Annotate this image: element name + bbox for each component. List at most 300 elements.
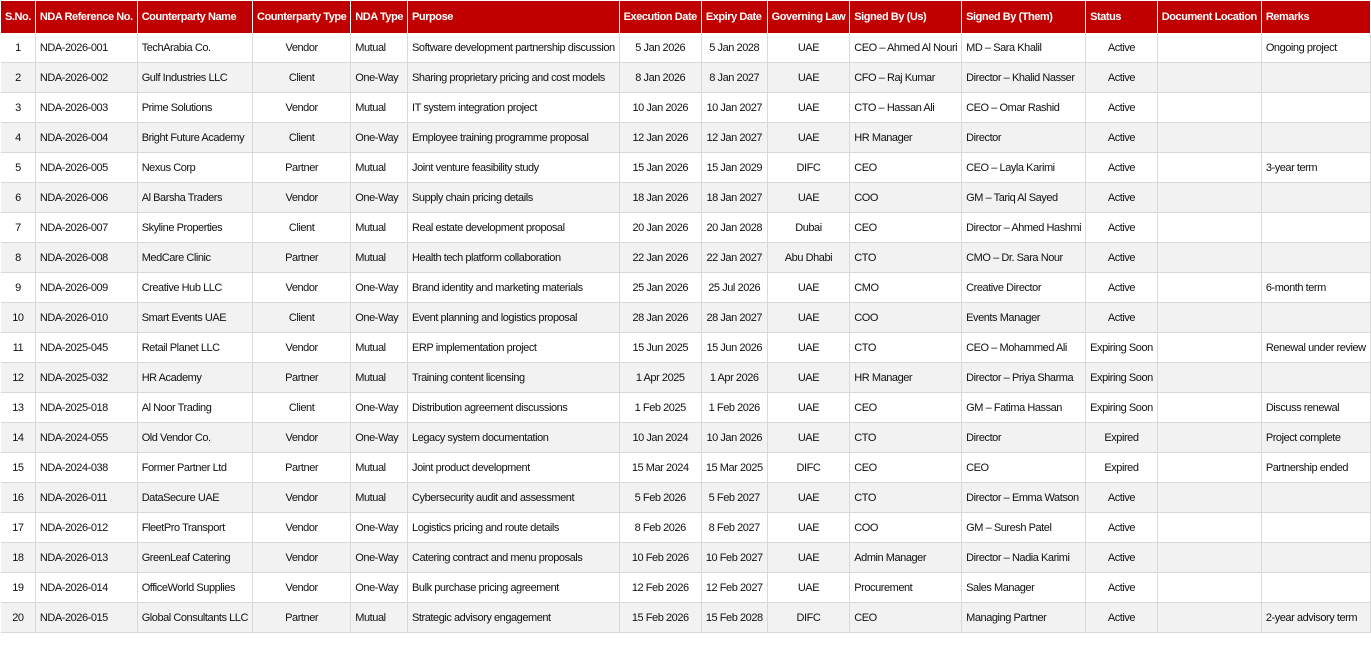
cell-nda-type[interactable]: One-Way bbox=[351, 273, 408, 303]
cell-signed-by-us[interactable]: Admin Manager bbox=[850, 543, 962, 573]
cell-counterparty-type[interactable]: Vendor bbox=[252, 183, 350, 213]
cell-expiry-date[interactable]: 20 Jan 2028 bbox=[701, 213, 767, 243]
cell-remarks[interactable] bbox=[1261, 573, 1370, 603]
cell-expiry-date[interactable]: 5 Jan 2028 bbox=[701, 33, 767, 63]
cell-remarks[interactable]: Partnership ended bbox=[1261, 453, 1370, 483]
cell-purpose[interactable]: Strategic advisory engagement bbox=[408, 603, 620, 633]
cell-signed-by-them[interactable]: GM – Suresh Patel bbox=[962, 513, 1086, 543]
cell-expiry-date[interactable]: 10 Jan 2026 bbox=[701, 423, 767, 453]
cell-sno[interactable]: 10 bbox=[1, 303, 35, 333]
cell-signed-by-us[interactable]: CEO bbox=[850, 603, 962, 633]
cell-document-location[interactable] bbox=[1157, 393, 1261, 423]
cell-purpose[interactable]: Distribution agreement discussions bbox=[408, 393, 620, 423]
cell-status[interactable]: Active bbox=[1086, 483, 1158, 513]
cell-sno[interactable]: 17 bbox=[1, 513, 35, 543]
cell-governing-law[interactable]: UAE bbox=[767, 543, 850, 573]
cell-governing-law[interactable]: UAE bbox=[767, 333, 850, 363]
cell-nda-type[interactable]: One-Way bbox=[351, 123, 408, 153]
cell-counterparty-name[interactable]: Old Vendor Co. bbox=[137, 423, 252, 453]
cell-governing-law[interactable]: DIFC bbox=[767, 603, 850, 633]
cell-nda-reference[interactable]: NDA-2026-004 bbox=[35, 123, 137, 153]
cell-counterparty-name[interactable]: Skyline Properties bbox=[137, 213, 252, 243]
cell-document-location[interactable] bbox=[1157, 213, 1261, 243]
cell-document-location[interactable] bbox=[1157, 33, 1261, 63]
cell-purpose[interactable]: Joint product development bbox=[408, 453, 620, 483]
cell-signed-by-us[interactable]: CTO – Hassan Ali bbox=[850, 93, 962, 123]
cell-sno[interactable]: 14 bbox=[1, 423, 35, 453]
cell-status[interactable]: Expiring Soon bbox=[1086, 333, 1158, 363]
cell-status[interactable]: Active bbox=[1086, 63, 1158, 93]
cell-signed-by-them[interactable]: Director – Emma Watson bbox=[962, 483, 1086, 513]
cell-execution-date[interactable]: 28 Jan 2026 bbox=[619, 303, 701, 333]
cell-purpose[interactable]: Employee training programme proposal bbox=[408, 123, 620, 153]
cell-execution-date[interactable]: 10 Jan 2024 bbox=[619, 423, 701, 453]
cell-status[interactable]: Active bbox=[1086, 123, 1158, 153]
cell-counterparty-type[interactable]: Vendor bbox=[252, 513, 350, 543]
cell-execution-date[interactable]: 8 Jan 2026 bbox=[619, 63, 701, 93]
cell-counterparty-type[interactable]: Vendor bbox=[252, 543, 350, 573]
cell-signed-by-them[interactable]: CMO – Dr. Sara Nour bbox=[962, 243, 1086, 273]
cell-nda-reference[interactable]: NDA-2026-005 bbox=[35, 153, 137, 183]
cell-execution-date[interactable]: 15 Jun 2025 bbox=[619, 333, 701, 363]
cell-remarks[interactable] bbox=[1261, 303, 1370, 333]
cell-counterparty-type[interactable]: Partner bbox=[252, 243, 350, 273]
cell-governing-law[interactable]: UAE bbox=[767, 123, 850, 153]
cell-purpose[interactable]: Real estate development proposal bbox=[408, 213, 620, 243]
cell-remarks[interactable] bbox=[1261, 123, 1370, 153]
cell-signed-by-them[interactable]: Sales Manager bbox=[962, 573, 1086, 603]
cell-counterparty-type[interactable]: Vendor bbox=[252, 483, 350, 513]
cell-governing-law[interactable]: DIFC bbox=[767, 453, 850, 483]
cell-signed-by-us[interactable]: CEO bbox=[850, 153, 962, 183]
cell-counterparty-name[interactable]: Smart Events UAE bbox=[137, 303, 252, 333]
cell-nda-type[interactable]: Mutual bbox=[351, 93, 408, 123]
cell-document-location[interactable] bbox=[1157, 543, 1261, 573]
cell-signed-by-us[interactable]: COO bbox=[850, 183, 962, 213]
cell-document-location[interactable] bbox=[1157, 273, 1261, 303]
cell-governing-law[interactable]: UAE bbox=[767, 573, 850, 603]
cell-remarks[interactable] bbox=[1261, 483, 1370, 513]
cell-execution-date[interactable]: 15 Feb 2026 bbox=[619, 603, 701, 633]
cell-counterparty-type[interactable]: Partner bbox=[252, 153, 350, 183]
cell-sno[interactable]: 7 bbox=[1, 213, 35, 243]
cell-counterparty-type[interactable]: Client bbox=[252, 393, 350, 423]
cell-execution-date[interactable]: 12 Jan 2026 bbox=[619, 123, 701, 153]
cell-signed-by-them[interactable]: Managing Partner bbox=[962, 603, 1086, 633]
cell-document-location[interactable] bbox=[1157, 183, 1261, 213]
cell-signed-by-us[interactable]: HR Manager bbox=[850, 363, 962, 393]
cell-expiry-date[interactable]: 1 Apr 2026 bbox=[701, 363, 767, 393]
cell-expiry-date[interactable]: 1 Feb 2026 bbox=[701, 393, 767, 423]
cell-signed-by-us[interactable]: CTO bbox=[850, 423, 962, 453]
table-row bbox=[1, 483, 1370, 513]
cell-counterparty-type[interactable]: Partner bbox=[252, 603, 350, 633]
cell-governing-law[interactable]: UAE bbox=[767, 303, 850, 333]
cell-nda-reference[interactable]: NDA-2026-008 bbox=[35, 243, 137, 273]
cell-purpose[interactable]: Supply chain pricing details bbox=[408, 183, 620, 213]
cell-nda-reference[interactable]: NDA-2025-018 bbox=[35, 393, 137, 423]
cell-expiry-date[interactable]: 18 Jan 2027 bbox=[701, 183, 767, 213]
cell-expiry-date[interactable]: 8 Feb 2027 bbox=[701, 513, 767, 543]
cell-nda-reference[interactable]: NDA-2026-003 bbox=[35, 93, 137, 123]
cell-purpose[interactable]: Cybersecurity audit and assessment bbox=[408, 483, 620, 513]
cell-execution-date[interactable]: 10 Jan 2026 bbox=[619, 93, 701, 123]
cell-remarks[interactable]: Ongoing project bbox=[1261, 33, 1370, 63]
cell-purpose[interactable]: Legacy system documentation bbox=[408, 423, 620, 453]
header-nda-type[interactable]: NDA Type bbox=[351, 1, 408, 33]
cell-signed-by-them[interactable]: Creative Director bbox=[962, 273, 1086, 303]
cell-remarks[interactable] bbox=[1261, 183, 1370, 213]
cell-signed-by-us[interactable]: CMO bbox=[850, 273, 962, 303]
cell-nda-type[interactable]: One-Way bbox=[351, 543, 408, 573]
cell-nda-reference[interactable]: NDA-2026-012 bbox=[35, 513, 137, 543]
cell-expiry-date[interactable]: 25 Jul 2026 bbox=[701, 273, 767, 303]
cell-expiry-date[interactable]: 15 Feb 2028 bbox=[701, 603, 767, 633]
cell-signed-by-them[interactable]: MD – Sara Khalil bbox=[962, 33, 1086, 63]
cell-signed-by-us[interactable]: CEO – Ahmed Al Nouri bbox=[850, 33, 962, 63]
cell-remarks[interactable] bbox=[1261, 543, 1370, 573]
cell-nda-reference[interactable]: NDA-2026-001 bbox=[35, 33, 137, 63]
cell-signed-by-them[interactable]: Director – Khalid Nasser bbox=[962, 63, 1086, 93]
table-row bbox=[1, 513, 1370, 543]
cell-governing-law[interactable]: UAE bbox=[767, 93, 850, 123]
cell-nda-reference[interactable]: NDA-2026-002 bbox=[35, 63, 137, 93]
cell-signed-by-us[interactable]: COO bbox=[850, 513, 962, 543]
cell-remarks[interactable]: 2-year advisory term bbox=[1261, 603, 1370, 633]
cell-signed-by-them[interactable]: CEO – Mohammed Ali bbox=[962, 333, 1086, 363]
cell-expiry-date[interactable]: 28 Jan 2027 bbox=[701, 303, 767, 333]
cell-remarks[interactable]: Discuss renewal bbox=[1261, 393, 1370, 423]
cell-status[interactable]: Active bbox=[1086, 153, 1158, 183]
cell-signed-by-them[interactable]: Events Manager bbox=[962, 303, 1086, 333]
cell-counterparty-type[interactable]: Vendor bbox=[252, 423, 350, 453]
cell-document-location[interactable] bbox=[1157, 453, 1261, 483]
cell-expiry-date[interactable]: 10 Jan 2027 bbox=[701, 93, 767, 123]
cell-document-location[interactable] bbox=[1157, 513, 1261, 543]
cell-counterparty-type[interactable]: Vendor bbox=[252, 333, 350, 363]
cell-sno[interactable]: 8 bbox=[1, 243, 35, 273]
cell-governing-law[interactable]: UAE bbox=[767, 63, 850, 93]
cell-counterparty-name[interactable]: Prime Solutions bbox=[137, 93, 252, 123]
cell-status[interactable]: Active bbox=[1086, 243, 1158, 273]
cell-status[interactable]: Active bbox=[1086, 603, 1158, 633]
cell-status[interactable]: Active bbox=[1086, 183, 1158, 213]
cell-sno[interactable]: 1 bbox=[1, 33, 35, 63]
cell-purpose[interactable]: Brand identity and marketing materials bbox=[408, 273, 620, 303]
cell-purpose[interactable]: Health tech platform collaboration bbox=[408, 243, 620, 273]
cell-sno[interactable]: 2 bbox=[1, 63, 35, 93]
cell-sno[interactable]: 20 bbox=[1, 603, 35, 633]
cell-counterparty-name[interactable]: Nexus Corp bbox=[137, 153, 252, 183]
cell-sno[interactable]: 15 bbox=[1, 453, 35, 483]
cell-signed-by-them[interactable]: CEO – Omar Rashid bbox=[962, 93, 1086, 123]
cell-nda-reference[interactable]: NDA-2026-015 bbox=[35, 603, 137, 633]
cell-remarks[interactable] bbox=[1261, 63, 1370, 93]
cell-counterparty-name[interactable]: HR Academy bbox=[137, 363, 252, 393]
cell-nda-type[interactable]: Mutual bbox=[351, 453, 408, 483]
cell-nda-type[interactable]: Mutual bbox=[351, 483, 408, 513]
cell-sno[interactable]: 11 bbox=[1, 333, 35, 363]
cell-signed-by-them[interactable]: Director bbox=[962, 123, 1086, 153]
cell-remarks[interactable]: 3-year term bbox=[1261, 153, 1370, 183]
cell-execution-date[interactable]: 12 Feb 2026 bbox=[619, 573, 701, 603]
cell-counterparty-name[interactable]: Bright Future Academy bbox=[137, 123, 252, 153]
cell-document-location[interactable] bbox=[1157, 423, 1261, 453]
cell-nda-reference[interactable]: NDA-2024-055 bbox=[35, 423, 137, 453]
table-row bbox=[1, 333, 1370, 363]
cell-execution-date[interactable]: 25 Jan 2026 bbox=[619, 273, 701, 303]
cell-counterparty-name[interactable]: Al Noor Trading bbox=[137, 393, 252, 423]
cell-nda-type[interactable]: One-Way bbox=[351, 513, 408, 543]
cell-counterparty-name[interactable]: Creative Hub LLC bbox=[137, 273, 252, 303]
cell-signed-by-us[interactable]: CFO – Raj Kumar bbox=[850, 63, 962, 93]
cell-expiry-date[interactable]: 5 Feb 2027 bbox=[701, 483, 767, 513]
cell-signed-by-them[interactable]: GM – Fatima Hassan bbox=[962, 393, 1086, 423]
cell-expiry-date[interactable]: 12 Jan 2027 bbox=[701, 123, 767, 153]
cell-counterparty-name[interactable]: FleetPro Transport bbox=[137, 513, 252, 543]
cell-expiry-date[interactable]: 12 Feb 2027 bbox=[701, 573, 767, 603]
cell-governing-law[interactable]: UAE bbox=[767, 33, 850, 63]
cell-expiry-date[interactable]: 8 Jan 2027 bbox=[701, 63, 767, 93]
cell-governing-law[interactable]: DIFC bbox=[767, 153, 850, 183]
cell-counterparty-name[interactable]: DataSecure UAE bbox=[137, 483, 252, 513]
cell-counterparty-type[interactable]: Client bbox=[252, 213, 350, 243]
cell-purpose[interactable]: Sharing proprietary pricing and cost models bbox=[408, 63, 620, 93]
table-row bbox=[1, 393, 1370, 423]
cell-nda-reference[interactable]: NDA-2026-011 bbox=[35, 483, 137, 513]
cell-status[interactable]: Expiring Soon bbox=[1086, 393, 1158, 423]
cell-execution-date[interactable]: 1 Apr 2025 bbox=[619, 363, 701, 393]
header-status[interactable]: Status bbox=[1086, 1, 1158, 33]
cell-governing-law[interactable]: UAE bbox=[767, 483, 850, 513]
header-expiry-date[interactable]: Expiry Date bbox=[701, 1, 767, 33]
cell-sno[interactable]: 18 bbox=[1, 543, 35, 573]
cell-signed-by-them[interactable]: CEO – Layla Karimi bbox=[962, 153, 1086, 183]
cell-governing-law[interactable]: UAE bbox=[767, 393, 850, 423]
cell-execution-date[interactable]: 5 Jan 2026 bbox=[619, 33, 701, 63]
cell-sno[interactable]: 5 bbox=[1, 153, 35, 183]
cell-document-location[interactable] bbox=[1157, 303, 1261, 333]
cell-document-location[interactable] bbox=[1157, 603, 1261, 633]
cell-counterparty-type[interactable]: Client bbox=[252, 303, 350, 333]
cell-nda-type[interactable]: Mutual bbox=[351, 153, 408, 183]
cell-sno[interactable]: 9 bbox=[1, 273, 35, 303]
cell-remarks[interactable]: 6-month term bbox=[1261, 273, 1370, 303]
cell-sno[interactable]: 6 bbox=[1, 183, 35, 213]
cell-purpose[interactable]: Joint venture feasibility study bbox=[408, 153, 620, 183]
cell-nda-type[interactable]: Mutual bbox=[351, 333, 408, 363]
header-counterparty-type[interactable]: Counterparty Type bbox=[252, 1, 350, 33]
cell-status[interactable]: Active bbox=[1086, 573, 1158, 603]
cell-execution-date[interactable]: 20 Jan 2026 bbox=[619, 213, 701, 243]
cell-counterparty-type[interactable]: Partner bbox=[252, 363, 350, 393]
cell-nda-type[interactable]: One-Way bbox=[351, 573, 408, 603]
cell-expiry-date[interactable]: 15 Jun 2026 bbox=[701, 333, 767, 363]
cell-counterparty-name[interactable]: TechArabia Co. bbox=[137, 33, 252, 63]
header-purpose[interactable]: Purpose bbox=[408, 1, 620, 33]
cell-status[interactable]: Active bbox=[1086, 543, 1158, 573]
cell-status[interactable]: Active bbox=[1086, 93, 1158, 123]
cell-execution-date[interactable]: 15 Mar 2024 bbox=[619, 453, 701, 483]
cell-sno[interactable]: 16 bbox=[1, 483, 35, 513]
header-sno[interactable]: S.No. bbox=[1, 1, 35, 33]
cell-sno[interactable]: 4 bbox=[1, 123, 35, 153]
cell-counterparty-name[interactable]: Retail Planet LLC bbox=[137, 333, 252, 363]
cell-nda-type[interactable]: Mutual bbox=[351, 603, 408, 633]
cell-execution-date[interactable]: 8 Feb 2026 bbox=[619, 513, 701, 543]
cell-nda-reference[interactable]: NDA-2025-045 bbox=[35, 333, 137, 363]
cell-counterparty-type[interactable]: Vendor bbox=[252, 93, 350, 123]
cell-purpose[interactable]: Catering contract and menu proposals bbox=[408, 543, 620, 573]
cell-status[interactable]: Active bbox=[1086, 303, 1158, 333]
cell-document-location[interactable] bbox=[1157, 333, 1261, 363]
cell-governing-law[interactable]: Dubai bbox=[767, 213, 850, 243]
cell-nda-reference[interactable]: NDA-2025-032 bbox=[35, 363, 137, 393]
cell-nda-reference[interactable]: NDA-2026-010 bbox=[35, 303, 137, 333]
cell-status[interactable]: Expired bbox=[1086, 423, 1158, 453]
cell-expiry-date[interactable]: 10 Feb 2027 bbox=[701, 543, 767, 573]
cell-counterparty-name[interactable]: Former Partner Ltd bbox=[137, 453, 252, 483]
table-row bbox=[1, 603, 1370, 633]
cell-signed-by-us[interactable]: CEO bbox=[850, 453, 962, 483]
cell-counterparty-type[interactable]: Client bbox=[252, 63, 350, 93]
cell-counterparty-name[interactable]: GreenLeaf Catering bbox=[137, 543, 252, 573]
cell-status[interactable]: Active bbox=[1086, 513, 1158, 543]
cell-nda-reference[interactable]: NDA-2024-038 bbox=[35, 453, 137, 483]
cell-nda-reference[interactable]: NDA-2026-009 bbox=[35, 273, 137, 303]
cell-nda-type[interactable]: One-Way bbox=[351, 393, 408, 423]
cell-governing-law[interactable]: UAE bbox=[767, 423, 850, 453]
header-nda-reference[interactable]: NDA Reference No. bbox=[35, 1, 137, 33]
cell-purpose[interactable]: Software development partnership discussion bbox=[408, 33, 620, 63]
cell-nda-reference[interactable]: NDA-2026-013 bbox=[35, 543, 137, 573]
cell-execution-date[interactable]: 5 Feb 2026 bbox=[619, 483, 701, 513]
cell-status[interactable]: Active bbox=[1086, 213, 1158, 243]
cell-execution-date[interactable]: 22 Jan 2026 bbox=[619, 243, 701, 273]
cell-signed-by-them[interactable]: GM – Tariq Al Sayed bbox=[962, 183, 1086, 213]
cell-sno[interactable]: 12 bbox=[1, 363, 35, 393]
cell-execution-date[interactable]: 15 Jan 2026 bbox=[619, 153, 701, 183]
cell-remarks[interactable] bbox=[1261, 93, 1370, 123]
cell-document-location[interactable] bbox=[1157, 483, 1261, 513]
cell-status[interactable]: Expired bbox=[1086, 453, 1158, 483]
cell-governing-law[interactable]: UAE bbox=[767, 363, 850, 393]
cell-status[interactable]: Active bbox=[1086, 273, 1158, 303]
cell-remarks[interactable] bbox=[1261, 243, 1370, 273]
cell-counterparty-name[interactable]: Global Consultants LLC bbox=[137, 603, 252, 633]
header-governing-law[interactable]: Governing Law bbox=[767, 1, 850, 33]
cell-signed-by-them[interactable]: Director – Priya Sharma bbox=[962, 363, 1086, 393]
cell-purpose[interactable]: Training content licensing bbox=[408, 363, 620, 393]
cell-governing-law[interactable]: Abu Dhabi bbox=[767, 243, 850, 273]
cell-document-location[interactable] bbox=[1157, 243, 1261, 273]
cell-expiry-date[interactable]: 15 Mar 2025 bbox=[701, 453, 767, 483]
cell-purpose[interactable]: IT system integration project bbox=[408, 93, 620, 123]
cell-nda-type[interactable]: One-Way bbox=[351, 183, 408, 213]
cell-execution-date[interactable]: 18 Jan 2026 bbox=[619, 183, 701, 213]
cell-signed-by-us[interactable]: CTO bbox=[850, 243, 962, 273]
cell-governing-law[interactable]: UAE bbox=[767, 183, 850, 213]
cell-signed-by-us[interactable]: CEO bbox=[850, 213, 962, 243]
header-document-location[interactable]: Document Location bbox=[1157, 1, 1261, 33]
cell-nda-type[interactable]: One-Way bbox=[351, 63, 408, 93]
cell-counterparty-type[interactable]: Partner bbox=[252, 453, 350, 483]
cell-signed-by-us[interactable]: HR Manager bbox=[850, 123, 962, 153]
cell-signed-by-them[interactable]: Director – Ahmed Hashmi bbox=[962, 213, 1086, 243]
cell-nda-type[interactable]: Mutual bbox=[351, 363, 408, 393]
cell-remarks[interactable] bbox=[1261, 213, 1370, 243]
cell-nda-type[interactable]: One-Way bbox=[351, 423, 408, 453]
cell-sno[interactable]: 13 bbox=[1, 393, 35, 423]
cell-nda-type[interactable]: Mutual bbox=[351, 33, 408, 63]
cell-purpose[interactable]: Event planning and logistics proposal bbox=[408, 303, 620, 333]
cell-counterparty-type[interactable]: Vendor bbox=[252, 573, 350, 603]
cell-signed-by-us[interactable]: CEO bbox=[850, 393, 962, 423]
cell-signed-by-them[interactable]: Director bbox=[962, 423, 1086, 453]
cell-document-location[interactable] bbox=[1157, 363, 1261, 393]
cell-nda-type[interactable]: One-Way bbox=[351, 303, 408, 333]
cell-purpose[interactable]: Logistics pricing and route details bbox=[408, 513, 620, 543]
cell-sno[interactable]: 19 bbox=[1, 573, 35, 603]
cell-document-location[interactable] bbox=[1157, 573, 1261, 603]
cell-governing-law[interactable]: UAE bbox=[767, 273, 850, 303]
cell-signed-by-them[interactable]: Director – Nadia Karimi bbox=[962, 543, 1086, 573]
cell-execution-date[interactable]: 1 Feb 2025 bbox=[619, 393, 701, 423]
cell-nda-reference[interactable]: NDA-2026-014 bbox=[35, 573, 137, 603]
cell-signed-by-us[interactable]: CTO bbox=[850, 333, 962, 363]
cell-counterparty-type[interactable]: Vendor bbox=[252, 33, 350, 63]
cell-counterparty-type[interactable]: Vendor bbox=[252, 273, 350, 303]
cell-expiry-date[interactable]: 22 Jan 2027 bbox=[701, 243, 767, 273]
cell-counterparty-name[interactable]: Gulf Industries LLC bbox=[137, 63, 252, 93]
cell-nda-type[interactable]: Mutual bbox=[351, 243, 408, 273]
cell-status[interactable]: Active bbox=[1086, 33, 1158, 63]
cell-remarks[interactable]: Project complete bbox=[1261, 423, 1370, 453]
cell-nda-type[interactable]: Mutual bbox=[351, 213, 408, 243]
cell-signed-by-us[interactable]: Procurement bbox=[850, 573, 962, 603]
cell-signed-by-us[interactable]: CTO bbox=[850, 483, 962, 513]
cell-expiry-date[interactable]: 15 Jan 2029 bbox=[701, 153, 767, 183]
cell-sno[interactable]: 3 bbox=[1, 93, 35, 123]
header-signed-by-us[interactable]: Signed By (Us) bbox=[850, 1, 962, 33]
cell-counterparty-type[interactable]: Client bbox=[252, 123, 350, 153]
cell-purpose[interactable]: ERP implementation project bbox=[408, 333, 620, 363]
header-signed-by-them[interactable]: Signed By (Them) bbox=[962, 1, 1086, 33]
cell-execution-date[interactable]: 10 Feb 2026 bbox=[619, 543, 701, 573]
cell-counterparty-name[interactable]: MedCare Clinic bbox=[137, 243, 252, 273]
cell-nda-reference[interactable]: NDA-2026-007 bbox=[35, 213, 137, 243]
cell-counterparty-name[interactable]: Al Barsha Traders bbox=[137, 183, 252, 213]
cell-nda-reference[interactable]: NDA-2026-006 bbox=[35, 183, 137, 213]
cell-purpose[interactable]: Bulk purchase pricing agreement bbox=[408, 573, 620, 603]
cell-signed-by-us[interactable]: COO bbox=[850, 303, 962, 333]
cell-document-location[interactable] bbox=[1157, 123, 1261, 153]
cell-governing-law[interactable]: UAE bbox=[767, 513, 850, 543]
cell-remarks[interactable] bbox=[1261, 363, 1370, 393]
table-row bbox=[1, 93, 1370, 123]
header-counterparty-name[interactable]: Counterparty Name bbox=[137, 1, 252, 33]
cell-remarks[interactable] bbox=[1261, 513, 1370, 543]
cell-counterparty-name[interactable]: OfficeWorld Supplies bbox=[137, 573, 252, 603]
cell-document-location[interactable] bbox=[1157, 153, 1261, 183]
cell-document-location[interactable] bbox=[1157, 93, 1261, 123]
cell-signed-by-them[interactable]: CEO bbox=[962, 453, 1086, 483]
header-execution-date[interactable]: Execution Date bbox=[619, 1, 701, 33]
cell-status[interactable]: Expiring Soon bbox=[1086, 363, 1158, 393]
header-remarks[interactable]: Remarks bbox=[1261, 1, 1370, 33]
cell-remarks[interactable]: Renewal under review bbox=[1261, 333, 1370, 363]
cell-document-location[interactable] bbox=[1157, 63, 1261, 93]
